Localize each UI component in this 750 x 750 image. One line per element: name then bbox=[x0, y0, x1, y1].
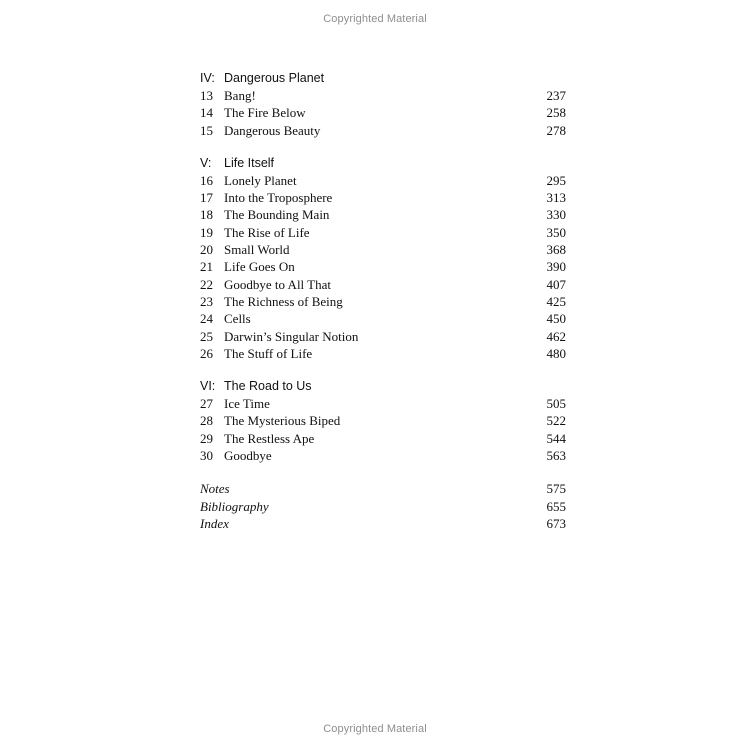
section-spacer bbox=[200, 464, 566, 480]
chapter-number: 19 bbox=[200, 224, 213, 240]
chapter-number: 26 bbox=[200, 345, 213, 361]
chapter-number: 29 bbox=[200, 430, 213, 446]
page-number: 563 bbox=[546, 448, 566, 464]
chapter-title: Bang! bbox=[224, 88, 256, 103]
page-number: 544 bbox=[546, 430, 566, 446]
toc-entry-index[interactable] bbox=[200, 515, 566, 532]
section-spacer bbox=[200, 362, 566, 378]
chapter-title: Dangerous Beauty bbox=[224, 122, 321, 138]
page-number: 522 bbox=[546, 413, 566, 429]
page-number: 407 bbox=[546, 276, 566, 292]
chapter-title: Lonely Planet bbox=[224, 172, 297, 188]
part-numeral: VI: bbox=[200, 379, 216, 394]
part-title: Life Itself bbox=[224, 155, 275, 170]
copyright-watermark-top: Copyrighted Material bbox=[323, 13, 427, 25]
part-numeral: V: bbox=[200, 155, 212, 170]
copyright-watermark-bottom: Copyrighted Material bbox=[323, 723, 427, 735]
chapter-title: The Restless Ape bbox=[224, 430, 315, 446]
toc-entry[interactable] bbox=[200, 395, 566, 412]
page-number: 575 bbox=[546, 481, 566, 497]
toc-entry[interactable] bbox=[200, 224, 566, 241]
toc-entry[interactable] bbox=[200, 258, 566, 275]
chapter-number: 20 bbox=[200, 242, 213, 258]
chapter-number: 14 bbox=[200, 105, 213, 121]
page-number: 295 bbox=[546, 172, 566, 188]
chapter-number: 23 bbox=[200, 293, 213, 309]
part-numeral: IV: bbox=[200, 71, 215, 85]
chapter-title: Goodbye bbox=[224, 448, 272, 464]
back-matter-section bbox=[200, 480, 566, 532]
toc-entry[interactable] bbox=[200, 276, 566, 293]
chapter-number: 13 bbox=[200, 88, 213, 103]
part-section bbox=[200, 378, 566, 464]
chapter-title: Ice Time bbox=[224, 396, 270, 412]
toc-entry[interactable] bbox=[200, 345, 566, 362]
toc-entry[interactable] bbox=[200, 104, 566, 121]
table-of-contents bbox=[200, 70, 566, 532]
page-number: 480 bbox=[546, 345, 566, 361]
page-number: 350 bbox=[546, 224, 566, 240]
toc-entry[interactable] bbox=[200, 206, 566, 223]
chapter-number: 25 bbox=[200, 328, 213, 344]
chapter-title: The Bounding Main bbox=[224, 207, 330, 223]
part-section bbox=[200, 70, 566, 139]
chapter-number: 30 bbox=[200, 448, 213, 464]
page-number: 425 bbox=[546, 293, 566, 309]
toc-entry[interactable] bbox=[200, 430, 566, 447]
toc-entry[interactable] bbox=[200, 172, 566, 189]
chapter-number: 15 bbox=[200, 122, 213, 138]
page-number: 655 bbox=[546, 498, 566, 514]
back-matter-title: Index bbox=[200, 515, 229, 531]
part-heading bbox=[200, 155, 566, 172]
toc-entry[interactable] bbox=[200, 189, 566, 206]
part-heading bbox=[200, 70, 566, 87]
page-number: 330 bbox=[546, 207, 566, 223]
page-number: 237 bbox=[546, 88, 566, 103]
toc-entry-notes[interactable] bbox=[200, 480, 566, 497]
page-number: 505 bbox=[546, 396, 566, 412]
chapter-number: 28 bbox=[200, 413, 213, 429]
toc-entry[interactable] bbox=[200, 447, 566, 464]
chapter-title: Cells bbox=[224, 311, 251, 327]
chapter-title: Goodbye to All That bbox=[224, 276, 332, 292]
part-title: The Road to Us bbox=[224, 379, 312, 394]
chapter-number: 16 bbox=[200, 172, 213, 188]
page-number: 390 bbox=[546, 259, 566, 275]
chapter-title: Darwin’s Singular Notion bbox=[224, 328, 359, 344]
chapter-number: 17 bbox=[200, 190, 213, 206]
part-section bbox=[200, 155, 566, 362]
chapter-number: 21 bbox=[200, 259, 213, 275]
toc-entry[interactable] bbox=[200, 328, 566, 345]
chapter-title: The Stuff of Life bbox=[224, 345, 313, 361]
section-spacer bbox=[200, 139, 566, 155]
page-number: 462 bbox=[546, 328, 566, 344]
chapter-number: 24 bbox=[200, 311, 213, 327]
toc-entry-bibliography[interactable] bbox=[200, 498, 566, 515]
page-number: 450 bbox=[546, 311, 566, 327]
toc-entry[interactable] bbox=[200, 412, 566, 429]
toc-entry[interactable] bbox=[200, 122, 566, 139]
toc-entry[interactable] bbox=[200, 87, 566, 104]
chapter-title: The Rise of Life bbox=[224, 224, 310, 240]
page-number: 313 bbox=[546, 190, 566, 206]
toc-entry[interactable] bbox=[200, 310, 566, 327]
chapter-title: Life Goes On bbox=[224, 259, 295, 275]
page-number: 673 bbox=[546, 515, 566, 531]
chapter-title: The Fire Below bbox=[224, 105, 306, 121]
chapter-title: The Richness of Being bbox=[224, 293, 343, 309]
part-heading bbox=[200, 378, 566, 395]
back-matter-title: Notes bbox=[200, 481, 230, 497]
page-number: 278 bbox=[546, 122, 566, 138]
toc-entry[interactable] bbox=[200, 293, 566, 310]
back-matter-title: Bibliography bbox=[200, 498, 269, 514]
toc-entry[interactable] bbox=[200, 241, 566, 258]
page-number: 368 bbox=[546, 242, 566, 258]
chapter-number: 18 bbox=[200, 207, 213, 223]
chapter-title: Into the Troposphere bbox=[224, 190, 333, 206]
chapter-title: Small World bbox=[224, 242, 290, 258]
chapter-number: 22 bbox=[200, 276, 213, 292]
page-number: 258 bbox=[546, 105, 566, 121]
chapter-title: The Mysterious Biped bbox=[224, 413, 341, 429]
part-title: Dangerous Planet bbox=[224, 71, 325, 85]
chapter-number: 27 bbox=[200, 396, 213, 412]
